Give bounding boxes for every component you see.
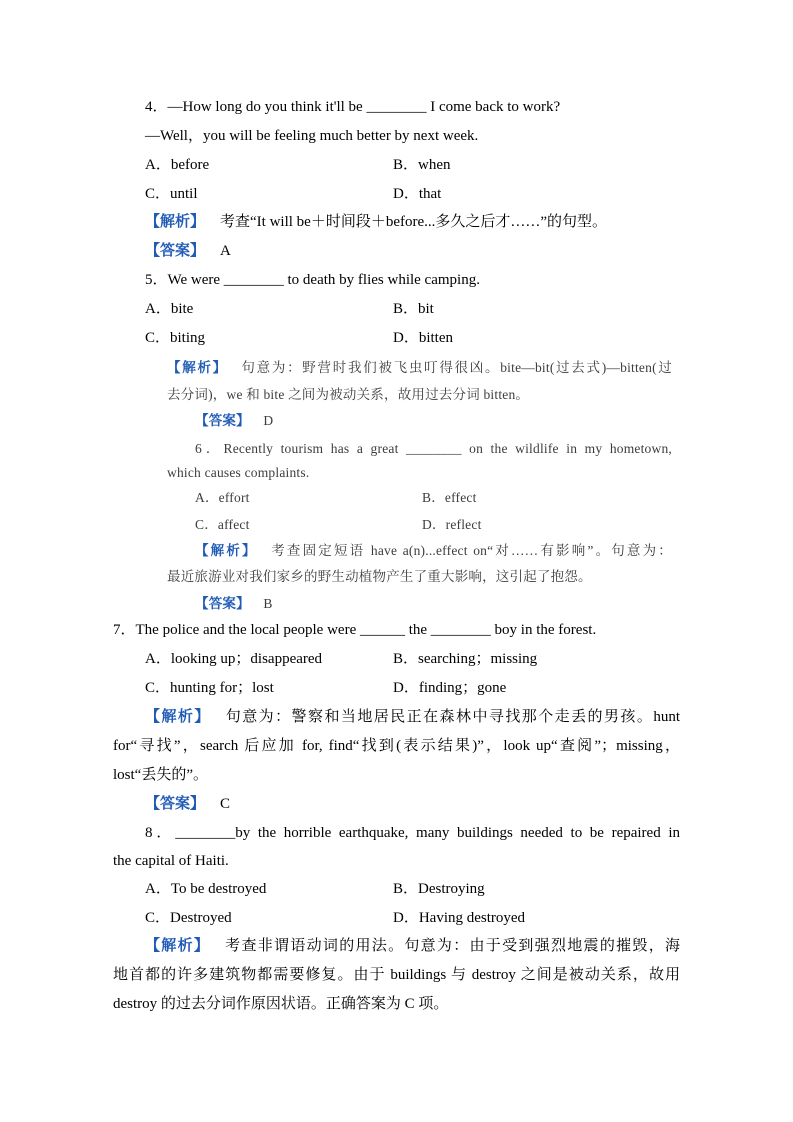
question-stem-continued: the capital of Haiti.: [113, 853, 229, 869]
analysis-text-continued: 去分词)，we 和 bite 之间为被动关系，故用过去分词 bitten。: [167, 387, 530, 402]
analysis-text-continued: 最近旅游业对我们家乡的野生动植物产生了重大影响，这引起了抱怨。: [167, 569, 592, 584]
answer-label: 【答案】: [195, 596, 250, 611]
answer-value: C: [220, 796, 231, 812]
option-d: D．finding；gone: [393, 680, 507, 696]
option-b: B．Destroying: [393, 881, 485, 897]
option-a: A．bite: [145, 301, 194, 317]
option-b: B．searching；missing: [393, 651, 538, 667]
analysis-text: 句意为：野营时我们被飞虫叮得很凶。bite—bit(过去式)—bitten(过: [241, 360, 672, 375]
question-stem: 6．Recently tourism has a great ________ on the wildlife in my hometown,: [195, 441, 672, 456]
answer-label: 【答案】: [195, 413, 250, 428]
analysis-text: 句意为：警察和当地居民正在森林中寻找那个走丢的男孩。hunt: [225, 709, 680, 725]
analysis-text-continued: destroy 的过去分词作原因状语。正确答案为 C 项。: [113, 996, 449, 1012]
analysis-label: 【解析】: [145, 709, 211, 725]
answer-label: 【答案】: [145, 796, 206, 812]
question-stem: 5．We were ________ to death by flies while camping.: [145, 272, 480, 288]
analysis-line: [195, 542, 672, 560]
analysis-label: 【解析】: [145, 938, 211, 954]
option-b: B．when: [393, 157, 451, 173]
analysis-text: 考查“It will be＋时间段＋before...多久之后才……”的句型。: [220, 214, 608, 230]
question-stem-reply: —Well，you will be feeling much better by next week.: [145, 128, 479, 144]
option-a: A．To be destroyed: [145, 881, 267, 897]
answer-value: D: [263, 413, 274, 428]
analysis-label: 【解析】: [195, 543, 258, 558]
option-b: B．bit: [393, 301, 434, 317]
analysis-line: [145, 212, 607, 232]
question-stem: 8．________by the horrible earthquake, many buildings needed to be repaired in: [145, 825, 680, 841]
option-d: D．bitten: [393, 330, 453, 346]
option-d: D．Having destroyed: [393, 910, 526, 926]
answer-value: B: [263, 596, 273, 611]
answer-value: A: [220, 243, 231, 259]
analysis-text-continued: 地首都的许多建筑物都需要修复。由于 buildings 与 destroy 之间是被动关系，故用: [113, 967, 680, 983]
analysis-line: [145, 936, 680, 956]
analysis-line: [167, 359, 672, 377]
option-c: C．hunting for；lost: [145, 680, 274, 696]
analysis-text-continued: lost“丢失的”。: [113, 767, 208, 783]
analysis-text: 考查固定短语 have a(n)...effect on“对……有影响”。句意为：: [271, 543, 672, 558]
option-c: C．until: [145, 186, 198, 202]
analysis-text-continued: for“寻找”，search 后应加 for, find“找到(表示结果)”，look up“查阅”；missing，: [113, 738, 680, 754]
analysis-line: [145, 707, 680, 727]
analysis-label: 【解析】: [167, 360, 228, 375]
option-a: A．effort: [195, 490, 250, 505]
option-a: A．looking up；disappeared: [145, 651, 323, 667]
question-stem: 4．—How long do you think it'll be ________ I come back to work?: [145, 99, 561, 115]
option-d: D．reflect: [422, 517, 482, 532]
answer-label: 【答案】: [145, 243, 206, 259]
analysis-label: 【解析】: [145, 214, 206, 230]
question-stem: 7．The police and the local people were ______ the ________ boy in the forest.: [113, 622, 597, 638]
option-d: D．that: [393, 186, 442, 202]
question-stem-continued: which causes complaints.: [167, 465, 310, 480]
analysis-text: 考查非谓语动词的用法。句意为：由于受到强烈地震的摧毁，海: [225, 938, 680, 954]
option-c: C．biting: [145, 330, 206, 346]
option-c: C．Destroyed: [145, 910, 232, 926]
option-c: C．affect: [195, 517, 250, 532]
answer-line: [195, 412, 273, 430]
answer-line: [145, 241, 231, 261]
answer-line: [195, 595, 273, 613]
answer-line: [145, 794, 230, 814]
option-a: A．before: [145, 157, 210, 173]
option-b: B．effect: [422, 490, 477, 505]
